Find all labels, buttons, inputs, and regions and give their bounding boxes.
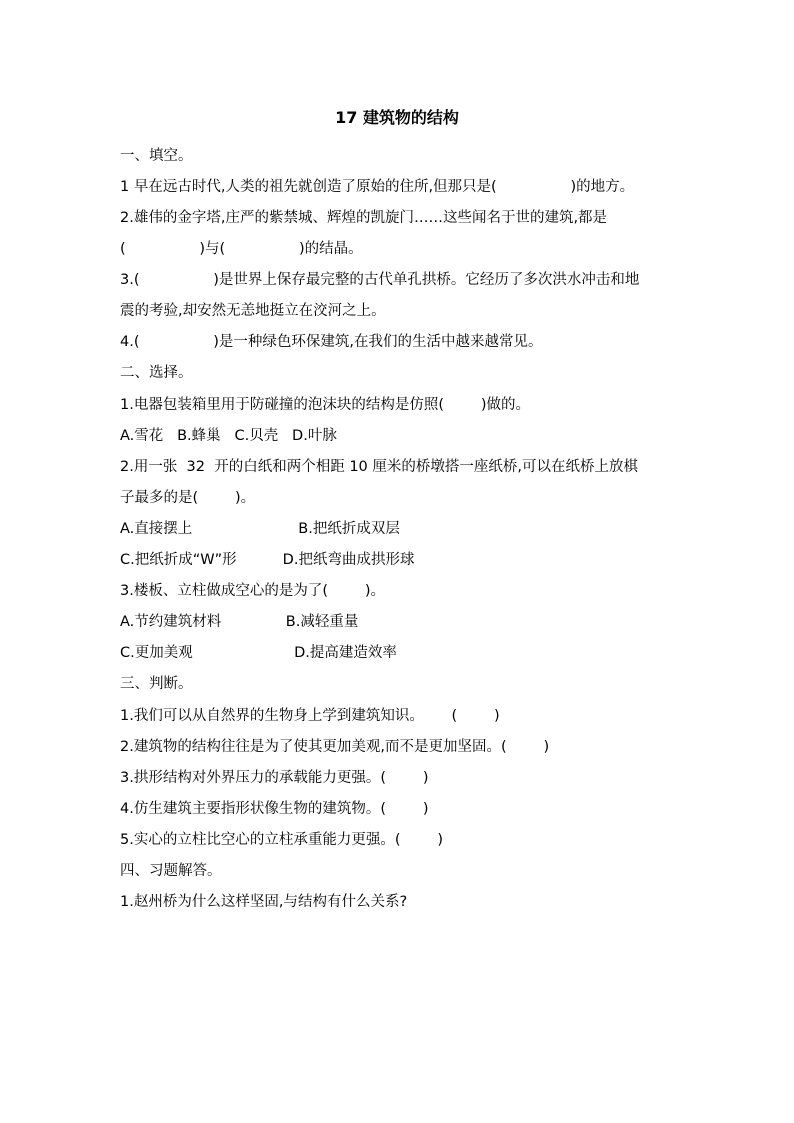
judge-question-4: 4.仿生建筑主要指形状像生物的建筑物。( ) (120, 801, 429, 817)
section-heading-answer: 四、习题解答。 (120, 863, 222, 879)
choice-question-3-options-cd: C.更加美观 D.提高建造效率 (120, 645, 397, 661)
choice-question-3: 3.楼板、立柱做成空心的是为了( )。 (120, 583, 386, 599)
fill-question-3-cont: 震的考验,却安然无恙地挺立在洨河之上。 (120, 303, 386, 319)
answer-question-1: 1.赵州桥为什么这样坚固,与结构有什么关系? (120, 894, 408, 910)
choice-question-1: 1.电器包装箱里用于防碰撞的泡沫块的结构是仿照( )做的。 (120, 397, 531, 413)
fill-question-1: 1 早在远古时代,人类的祖先就创造了原始的住所,但那只是( )的地方。 (120, 179, 635, 195)
choice-question-2-options-cd: C.把纸折成“W”形 D.把纸弯曲成拱形球 (120, 552, 415, 568)
choice-question-2-options-ab: A.直接摆上 B.把纸折成双层 (120, 521, 400, 537)
choice-question-2: 2.用一张 32 开的白纸和两个相距 10 厘米的桥墩搭一座纸桥,可以在纸桥上放棋 (120, 459, 638, 475)
fill-question-4: 4.( )是一种绿色环保建筑,在我们的生活中越来越常见。 (120, 334, 543, 350)
judge-question-3: 3.拱形结构对外界压力的承载能力更强。( ) (120, 770, 429, 786)
choice-question-1-options: A.雪花 B.蜂巢 C.贝壳 D.叶脉 (120, 428, 337, 444)
fill-question-3: 3.( )是世界上保存最完整的古代单孔拱桥。它经历了多次洪水冲击和地 (120, 272, 640, 288)
judge-question-5: 5.实心的立柱比空心的立柱承重能力更强。( ) (120, 832, 444, 848)
page-title: 17 建筑物的结构 (335, 108, 459, 127)
choice-question-2-cont: 子最多的是( )。 (120, 490, 256, 506)
judge-question-1: 1.我们可以从自然界的生物身上学到建筑知识。 ( ) (120, 708, 500, 724)
section-heading-choice: 二、选择。 (120, 365, 193, 381)
judge-question-2: 2.建筑物的结构往往是为了使其更加美观,而不是更加坚固。( ) (120, 739, 550, 755)
fill-question-2-cont: ( )与( )的结晶。 (120, 241, 363, 257)
section-heading-judge: 三、判断。 (120, 676, 193, 692)
fill-question-2: 2.雄伟的金字塔,庄严的紫禁城、辉煌的凯旋门……这些闻名于世的建筑,都是 (120, 210, 608, 226)
choice-question-3-options-ab: A.节约建筑材料 B.减轻重量 (120, 614, 359, 630)
section-heading-fill: 一、填空。 (120, 148, 193, 164)
